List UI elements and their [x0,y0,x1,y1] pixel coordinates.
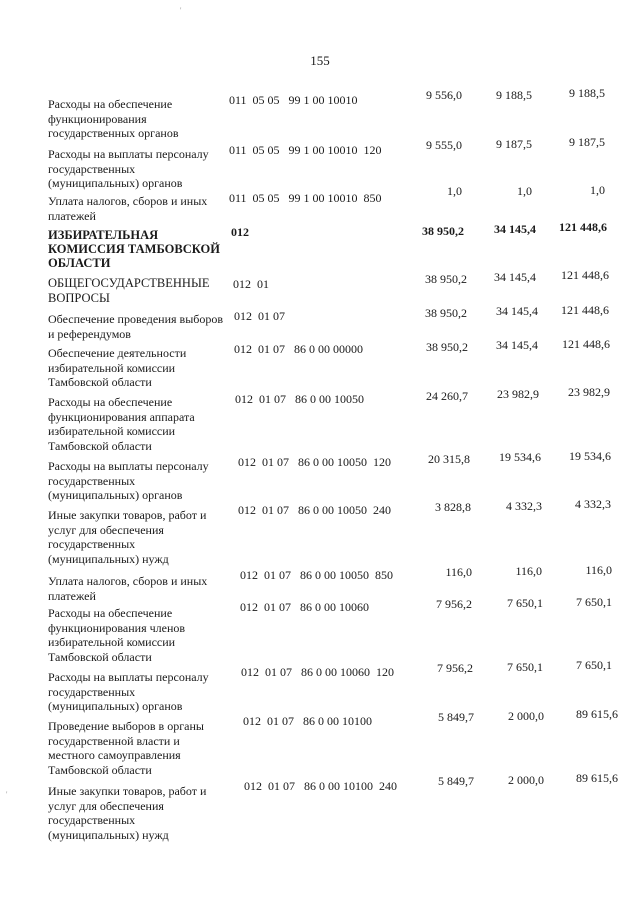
row-value-3: 9 187,5 [569,135,605,149]
row-name: Расходы на выплаты персоналу государственных (муниципальных) органов [48,670,209,713]
row-code: 011 05 05 99 1 00 10010 120 [229,143,382,157]
row-value-3: 1,0 [590,183,605,197]
row-value-2: 1,0 [517,184,532,198]
scan-mark: ' [180,6,182,15]
row-code: 011 05 05 99 1 00 10010 850 [229,191,382,205]
row-code: 012 01 07 86 0 00 10050 120 [238,455,391,469]
row-name: Уплата налогов, сборов и иных платежей [48,574,208,603]
row-name: Расходы на обеспечение функционирования государственных органов [48,97,179,140]
row-value-3: 121 448,6 [562,337,610,351]
row-value-3: 7 650,1 [576,595,612,609]
row-code: 012 [231,225,249,239]
row-value-2: 9 188,5 [496,88,532,102]
row-code: 012 01 07 86 0 00 10100 [243,714,372,728]
row-name: Проведение выборов в органы государственной власти и местного самоуправления Тамбовской области [48,719,204,777]
row-value-1: 7 956,2 [436,597,472,611]
row-value-3: 89 615,6 [576,771,618,785]
row-value-1: 116,0 [445,565,472,579]
row-value-2: 34 145,4 [494,222,536,236]
row-value-1: 1,0 [447,184,462,198]
row-name: Иные закупки товаров, работ и услуг для обеспечения государственных (муниципальных) нужд [48,508,207,566]
row-name: Расходы на обеспечение функционирования аппарата избирательной комиссии Тамбовской области [48,395,195,453]
row-code: 012 01 [233,277,269,291]
row-value-2: 34 145,4 [496,338,538,352]
row-value-2: 2 000,0 [508,709,544,723]
row-code: 012 01 07 86 0 00 10050 [235,392,364,406]
row-value-1: 38 950,2 [422,224,464,238]
row-value-1: 5 849,7 [438,710,474,724]
row-value-1: 20 315,8 [428,452,470,466]
row-value-1: 9 555,0 [426,138,462,152]
page-number: 155 [310,53,330,68]
row-name: Расходы на выплаты персоналу государственных (муниципальных) органов [48,147,209,190]
row-name: Обеспечение деятельности избирательной комиссии Тамбовской области [48,346,187,389]
row-value-2: 19 534,6 [499,450,541,464]
row-value-2: 116,0 [515,564,542,578]
row-value-3: 116,0 [585,563,612,577]
row-value-3: 9 188,5 [569,86,605,100]
row-name: ИЗБИРАТЕЛЬНАЯ КОМИССИЯ ТАМБОВСКОЙ ОБЛАСТИ [48,228,220,270]
row-value-3: 121 448,6 [561,268,609,282]
row-code: 012 01 07 86 0 00 10060 120 [241,665,394,679]
row-value-3: 23 982,9 [568,385,610,399]
row-value-2: 4 332,3 [506,499,542,513]
row-name: Расходы на выплаты персоналу государственных (муниципальных) органов [48,459,209,502]
row-value-1: 5 849,7 [438,774,474,788]
row-value-3: 7 650,1 [576,658,612,672]
row-code: 012 01 07 86 0 00 10100 240 [244,779,397,793]
row-value-2: 2 000,0 [508,773,544,787]
row-code: 012 01 07 86 0 00 10050 240 [238,503,391,517]
row-value-2: 34 145,4 [494,270,536,284]
row-value-1: 38 950,2 [426,340,468,354]
row-value-1: 38 950,2 [425,272,467,286]
row-value-2: 34 145,4 [496,304,538,318]
row-value-3: 4 332,3 [575,497,611,511]
row-value-3: 121 448,6 [561,303,609,317]
scan-mark: ' [6,790,8,799]
row-code: 011 05 05 99 1 00 10010 [229,93,358,107]
row-value-3: 89 615,6 [576,707,618,721]
row-value-3: 121 448,6 [559,220,607,234]
row-value-1: 38 950,2 [425,306,467,320]
row-name: Иные закупки товаров, работ и услуг для обеспечения государственных (муниципальных) нужд [48,784,207,842]
row-value-1: 24 260,7 [426,389,468,403]
row-value-2: 7 650,1 [507,660,543,674]
row-name: Обеспечение проведения выборов и референдумов [48,312,224,341]
row-value-2: 9 187,5 [496,137,532,151]
row-value-1: 7 956,2 [437,661,473,675]
row-value-1: 3 828,8 [435,500,471,514]
row-name: Уплата налогов, сборов и иных платежей [48,194,208,223]
row-name: Расходы на обеспечение функционирования членов избирательной комиссии Тамбовской области [48,606,186,664]
row-value-3: 19 534,6 [569,449,611,463]
row-value-2: 23 982,9 [497,387,539,401]
row-value-2: 7 650,1 [507,596,543,610]
row-code: 012 01 07 [234,309,285,323]
row-name: ОБЩЕГОСУДАРСТВЕННЫЕ ВОПРОСЫ [48,276,210,305]
row-value-1: 9 556,0 [426,88,462,102]
row-code: 012 01 07 86 0 00 00000 [234,342,363,356]
row-code: 012 01 07 86 0 00 10060 [240,600,369,614]
row-code: 012 01 07 86 0 00 10050 850 [240,568,393,582]
